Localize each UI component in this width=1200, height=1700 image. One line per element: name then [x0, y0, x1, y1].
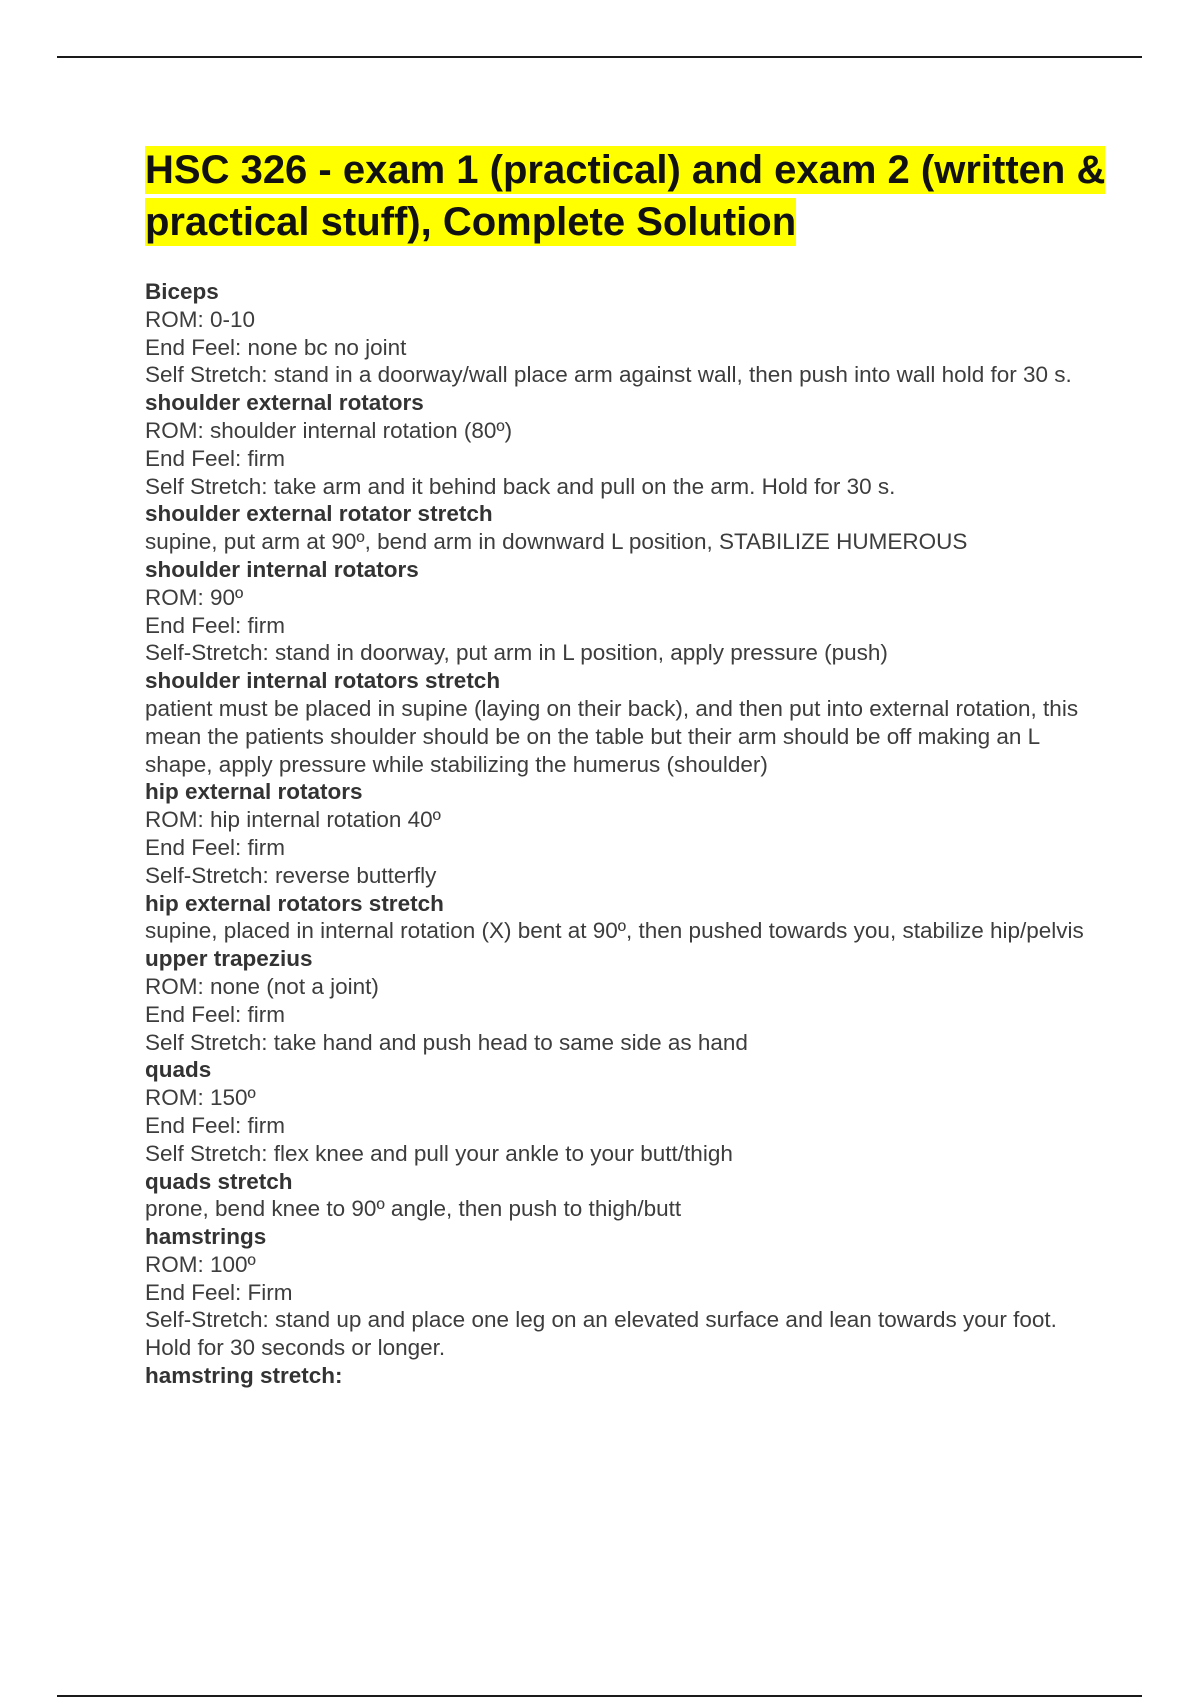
section — [145, 890, 1095, 946]
section-heading: shoulder external rotator stretch — [145, 501, 493, 527]
section-line: ROM: 100º — [145, 1251, 256, 1277]
section-line: Self-Stretch: stand in doorway, put arm in L position, apply pressure (push) — [145, 640, 888, 666]
section — [145, 1223, 1095, 1362]
section-heading: shoulder internal rotators — [145, 556, 419, 582]
section-heading: quads stretch — [145, 1168, 293, 1194]
top-rule — [57, 56, 1142, 58]
section-line: End Feel: firm — [145, 1112, 286, 1138]
section-line: End Feel: firm — [145, 612, 286, 638]
section-line: ROM: none (not a joint) — [145, 973, 379, 999]
section — [145, 389, 1095, 500]
section-line: patient must be placed in supine (laying on their back), and then put into external rotation, this mean the patients shoulder should be on the table but their arm should be off making an L shape, apply pressure while stabilizing the humerus (shoulder) — [145, 695, 1079, 777]
section-line: Self Stretch: stand in a doorway/wall place arm against wall, then push into wall hold for 30 s. — [145, 362, 1072, 388]
section-line: prone, bend knee to 90º angle, then push to thigh/butt — [145, 1196, 682, 1222]
section-line: Self Stretch: take hand and push head to same side as hand — [145, 1029, 748, 1055]
section-heading: shoulder internal rotators stretch — [145, 668, 501, 694]
section-heading: hamstrings — [145, 1224, 267, 1250]
section-heading: upper trapezius — [145, 946, 313, 972]
section-line: ROM: 90º — [145, 584, 244, 610]
section-heading: Biceps — [145, 279, 219, 304]
section — [145, 1056, 1095, 1167]
section-heading: hamstring stretch: — [145, 1363, 343, 1389]
section — [145, 778, 1095, 889]
bottom-rule — [57, 1695, 1142, 1697]
section — [145, 945, 1095, 1056]
section — [145, 667, 1095, 778]
section-line: ROM: hip internal rotation 40º — [145, 807, 441, 833]
section-line: Self Stretch: flex knee and pull your ankle to your butt/thigh — [145, 1140, 733, 1166]
section — [145, 1168, 1095, 1224]
section-line: supine, put arm at 90º, bend arm in downward L position, STABILIZE HUMEROUS — [145, 529, 968, 555]
section — [145, 278, 1095, 389]
section-line: Self-Stretch: reverse butterfly — [145, 862, 437, 888]
document-body — [145, 278, 1095, 1390]
section-line: supine, placed in internal rotation (X) bent at 90º, then pushed towards you, stabilize hip/pelvis — [145, 918, 1084, 944]
section — [145, 556, 1095, 667]
section-heading: hip external rotators stretch — [145, 890, 444, 916]
section-heading: quads — [145, 1057, 212, 1083]
title-main: HSC 326 - exam 1 (practical) and exam 2 (written & practical stuff) — [145, 148, 1106, 244]
section-line: ROM: 150º — [145, 1085, 256, 1111]
document-title — [145, 144, 1125, 248]
section-line: Self-Stretch: stand up and place one leg on an elevated surface and lean towards your foot. Hold for 30 seconds or longer. — [145, 1307, 1057, 1361]
section-line: End Feel: firm — [145, 1001, 286, 1027]
section — [145, 1362, 1095, 1390]
section-line: End Feel: firm — [145, 445, 286, 471]
section — [145, 500, 1095, 556]
section-line: Self Stretch: take arm and it behind back and pull on the arm. Hold for 30 s. — [145, 473, 896, 499]
title-suffix: , Complete Solution — [420, 200, 797, 244]
section-line: End Feel: Firm — [145, 1279, 293, 1305]
section-line: ROM: 0-10 — [145, 306, 256, 332]
section-heading: hip external rotators — [145, 779, 363, 805]
section-line: End Feel: none bc no joint — [145, 334, 407, 360]
section-line: End Feel: firm — [145, 834, 286, 860]
section-line: ROM: shoulder internal rotation (80º) — [145, 417, 513, 443]
section-heading: shoulder external rotators — [145, 390, 424, 416]
